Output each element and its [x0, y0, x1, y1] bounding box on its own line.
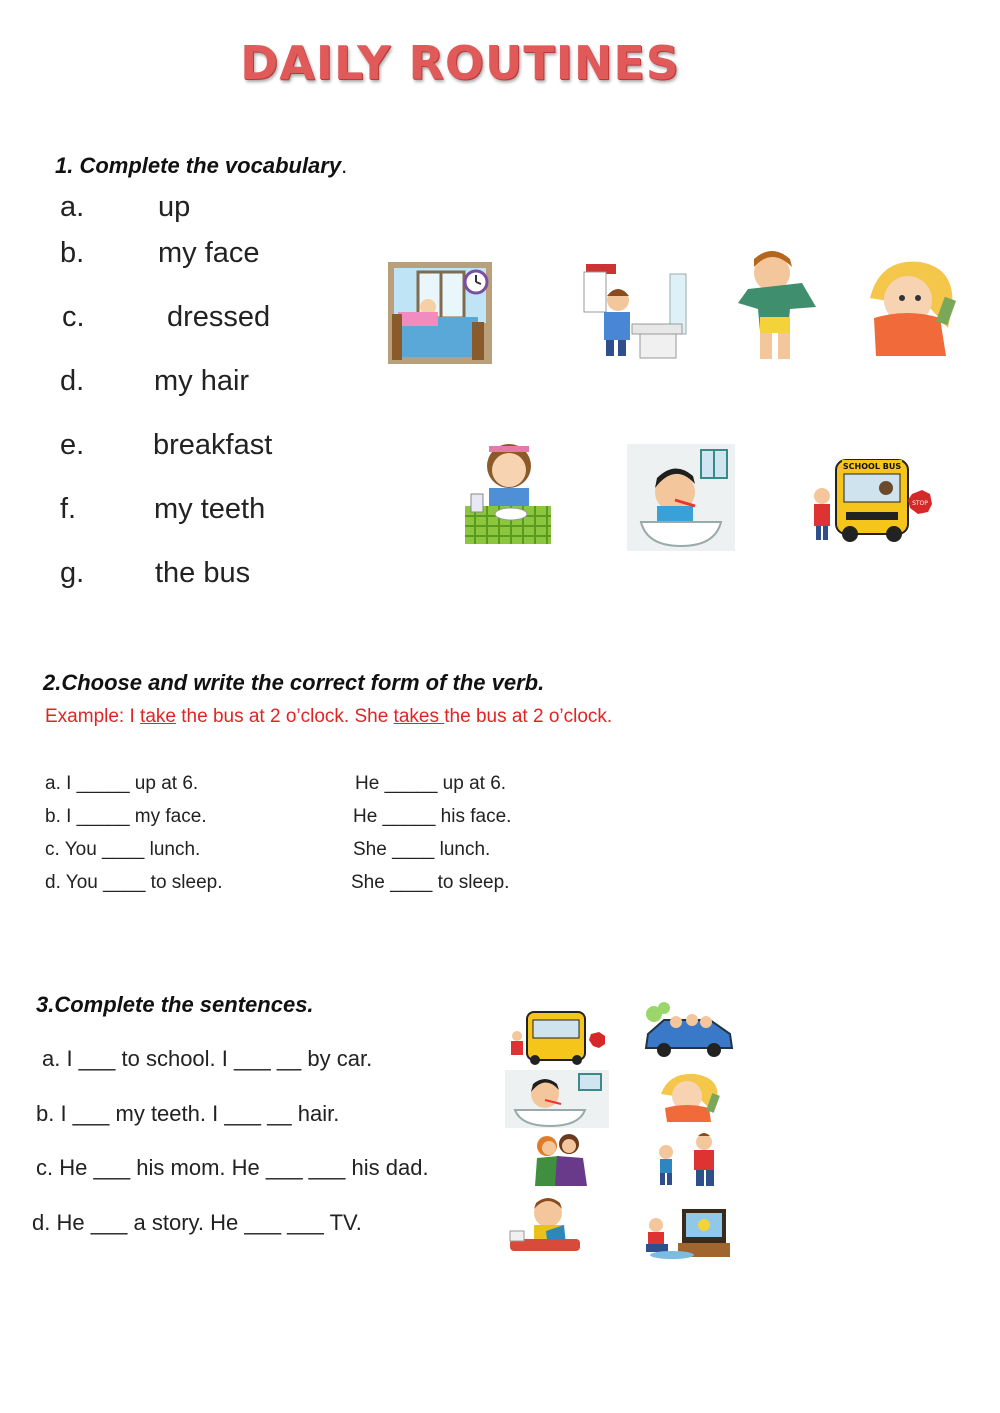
vocab-letter-g: g. — [60, 557, 85, 589]
example-verb-take: take — [140, 706, 176, 727]
watch-tv-illustration — [642, 1205, 730, 1259]
section-2-heading: 2.Choose and write the correct form of the verb. — [43, 670, 545, 695]
sentence-b: b. I ___ my teeth. I ___ __ hair. — [36, 1101, 340, 1126]
bus-sign-text: SCHOOL BUS — [842, 462, 902, 471]
section-3-heading: 3.Complete the sentences. — [36, 992, 314, 1017]
brush-teeth-illustration — [627, 444, 735, 551]
vocab-letter-d: d. — [60, 365, 85, 397]
get-dressed-illustration — [730, 247, 824, 363]
page-title: DAILY ROUTINES — [240, 36, 680, 90]
verb-row-b-left: b. I _____ my face. — [45, 806, 207, 827]
verb-row-a-right: He _____ up at 6. — [355, 773, 507, 794]
verb-row-c-right: She ____ lunch. — [353, 839, 491, 860]
comb-hair-illustration — [860, 258, 960, 358]
stop-sign-text: STOP — [912, 500, 928, 507]
small-comb-hair-illustration — [655, 1072, 725, 1122]
vocab-text-b: my face — [158, 237, 260, 269]
example-label: Example: I — [45, 706, 141, 727]
family-car-illustration — [640, 1000, 736, 1060]
vocab-text-a: up — [158, 191, 191, 223]
verb-row-a-left: a. I _____ up at 6. — [45, 773, 199, 794]
school-bus-illustration — [806, 456, 938, 546]
breakfast-illustration — [465, 436, 551, 544]
verb-row-d-right: She ____ to sleep. — [351, 872, 510, 893]
read-story-illustration — [508, 1195, 582, 1257]
vocab-text-f: my teeth — [154, 493, 266, 525]
verb-row-c-left: c. You ____ lunch. — [45, 839, 201, 860]
wake-up-illustration — [388, 262, 492, 364]
section-1-heading-text: 1. Complete the vocabulary — [55, 153, 342, 178]
vocab-text-g: the bus — [155, 557, 251, 589]
small-school-bus-illustration — [505, 1010, 609, 1066]
sentence-d: d. He ___ a story. He ___ ___ TV. — [32, 1210, 362, 1235]
small-brush-teeth-illustration — [505, 1070, 609, 1128]
vocab-letter-b: b. — [60, 237, 85, 269]
vocab-text-e: breakfast — [153, 429, 273, 461]
vocab-letter-f: f. — [60, 493, 77, 525]
example-mid: the bus at 2 o’clock. She — [175, 706, 394, 727]
vocab-text-c: dressed — [167, 301, 271, 333]
vocab-letter-a: a. — [60, 191, 85, 223]
section-1-heading-period: . — [341, 153, 348, 178]
vocab-letter-c: c. — [62, 301, 85, 333]
example-verb-takes: takes — [393, 706, 445, 727]
sentence-a: a. I ___ to school. I ___ __ by car. — [42, 1046, 373, 1071]
hug-mom-illustration — [525, 1130, 593, 1188]
vocab-letter-e: e. — [60, 429, 85, 461]
example-end: the bus at 2 o’clock. — [444, 706, 613, 727]
section-1-heading — [55, 153, 347, 179]
example-sentence — [45, 706, 612, 728]
sentence-c: c. He ___ his mom. He ___ ___ his dad. — [36, 1155, 429, 1180]
verb-row-b-right: He _____ his face. — [353, 806, 512, 827]
wash-face-illustration — [580, 262, 692, 360]
verb-row-d-left: d. You ____ to sleep. — [45, 872, 223, 893]
play-with-dad-illustration — [648, 1130, 726, 1190]
vocab-text-d: my hair — [154, 365, 250, 397]
